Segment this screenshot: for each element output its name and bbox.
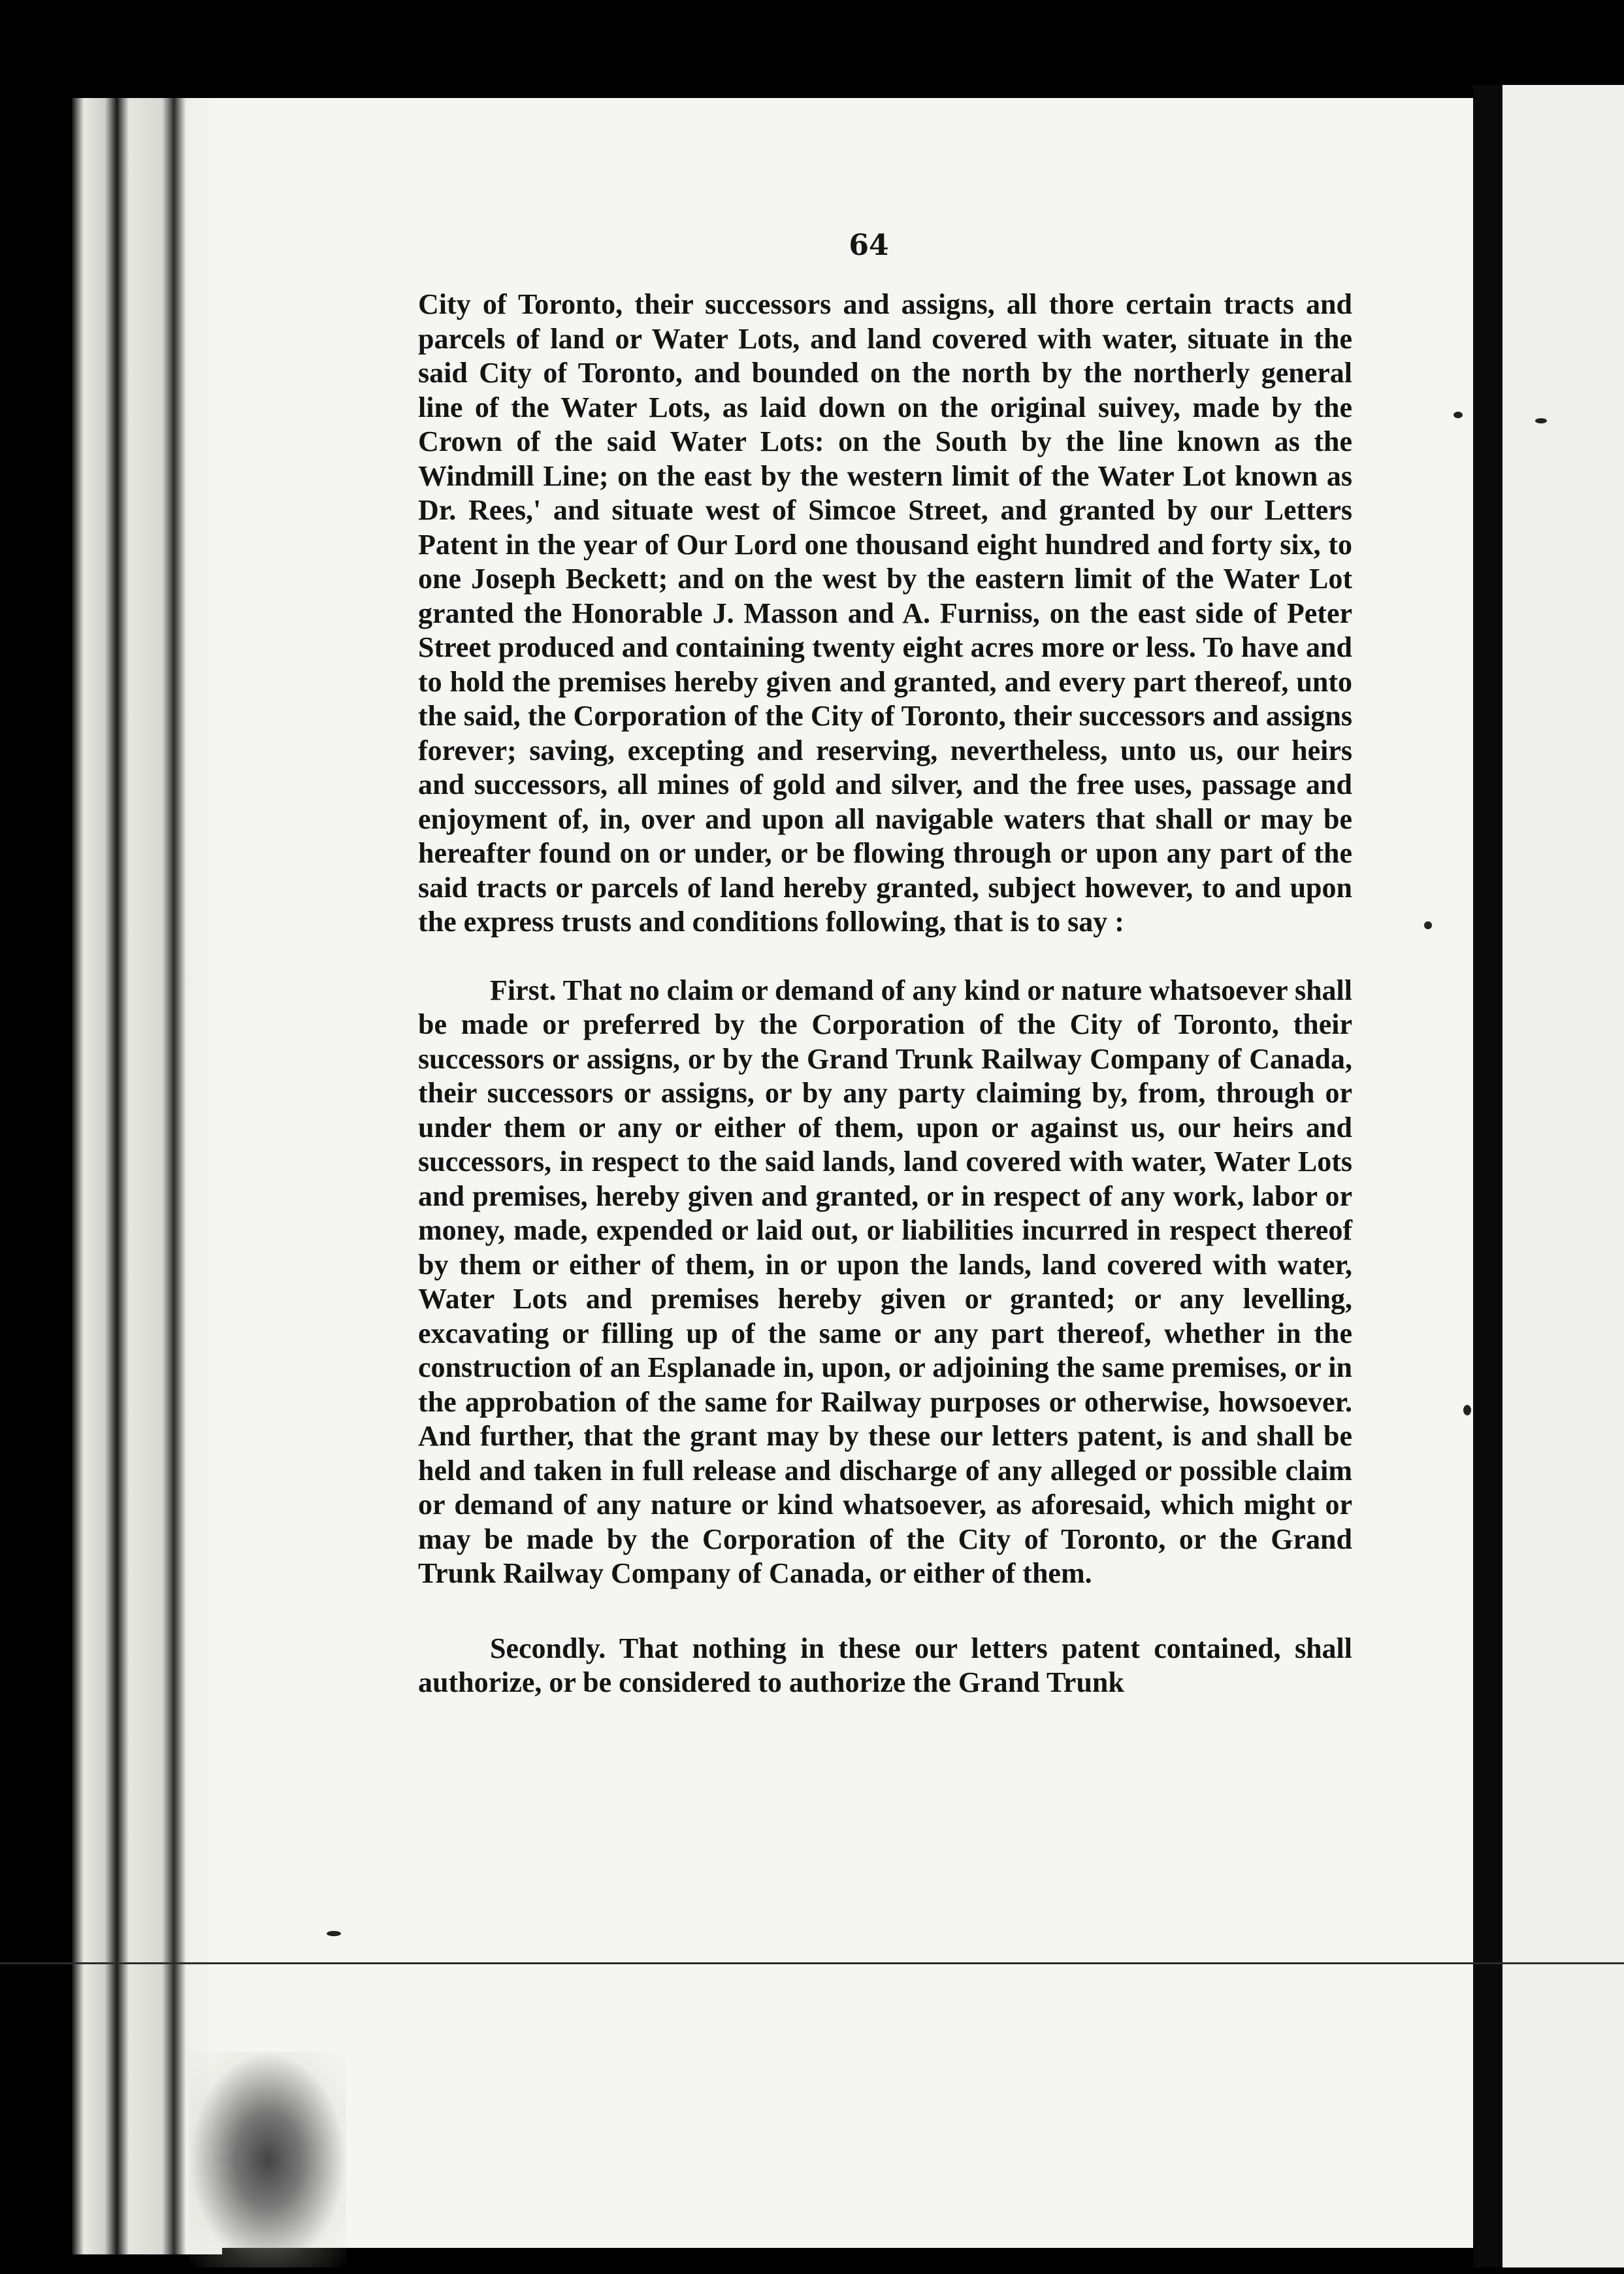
ink-speck [1453,412,1463,418]
scan-line [0,1962,1624,1964]
paragraph: City of Toronto, their successors and assigns, all thore certain tracts and parcels of land or Water Lots, and land covered with water, situate in the said City of Toronto, and bounded on the north by the northerly general line of the Water Lots, as laid down on the original suivey, made by the Crown of the said Water Lots: on the South by the line known as the Windmill Line; on the east by the western limit of the Water Lot known as Dr. Rees,' and situate west of Simcoe Street, and granted by our Letters Patent in the year of Our Lord one thousand eight hundred and forty six, to one Joseph Beckett; and on the west by the eastern limit of the Water Lot granted the Honorable J. Masson and A. Furniss, on the east side of Peter Street produced and containing twenty eight acres more or less. To have and to hold the premises hereby given and granted, and every part thereof, unto the said, the Corporation of the City of Toronto, their successors and assigns forever; saving, excepting and reserving, nevertheless, unto us, our heirs and successors, all mines of gold and silver, and the free uses, passage and enjoyment of, in, over and upon all navigable waters that shall or may be hereafter found on or under, or be flowing through or upon any part of the said tracts or parcels of land hereby granted, subject however, to and upon the express trusts and conditions following, that is to say : [418,288,1352,938]
body-text [418,288,1352,1700]
book-binding-edge [72,98,222,2254]
page-number: 64 [849,229,889,262]
ink-speck [327,1931,341,1936]
paragraph: First. That no claim or demand of any kind or nature whatsoever shall be made or preferred by the Corporation of the City of Toronto, their successors or assigns, or by the Grand Trunk Railway Company of Canada, their successors or assigns, or by any party claiming by, from, through or under them or any or either of them, upon or against us, our heirs and successors, in respect to the said lands, land covered with water, Water Lots and premises, hereby given and granted, or in respect of any work, labor or money, made, expended or laid out, or liabilities incurred in respect thereof by them or either of them, in or upon the lands, land covered with water, Water Lots and premises hereby given or granted; or any levelling, excavating or filling up of the same or any part thereof, whether in the construction of an Esplanade in, upon, or adjoining the same premises, or in the approbation of the same for Railway purposes or otherwise, howsoever. And further, that the grant may by these our letters patent, is and shall be held and taken in full release and discharge of any alleged or possible claim or demand of any nature or kind whatsoever, as aforesaid, which might or may be made by the Corporation of the City of Toronto, or the Grand Trunk Railway Company of Canada, or either of them. [418,974,1352,1589]
ink-speck [1463,1405,1471,1415]
ink-speck [1535,418,1547,423]
right-gutter [1473,85,1506,2267]
facing-page-edge [1502,85,1624,2267]
ink-speck [1424,921,1432,929]
paragraph: Secondly. That nothing in these our letters patent contained, shall authorize, or be considered to authorize the Grand Trunk [418,1632,1352,1698]
page-stain [189,2052,346,2267]
